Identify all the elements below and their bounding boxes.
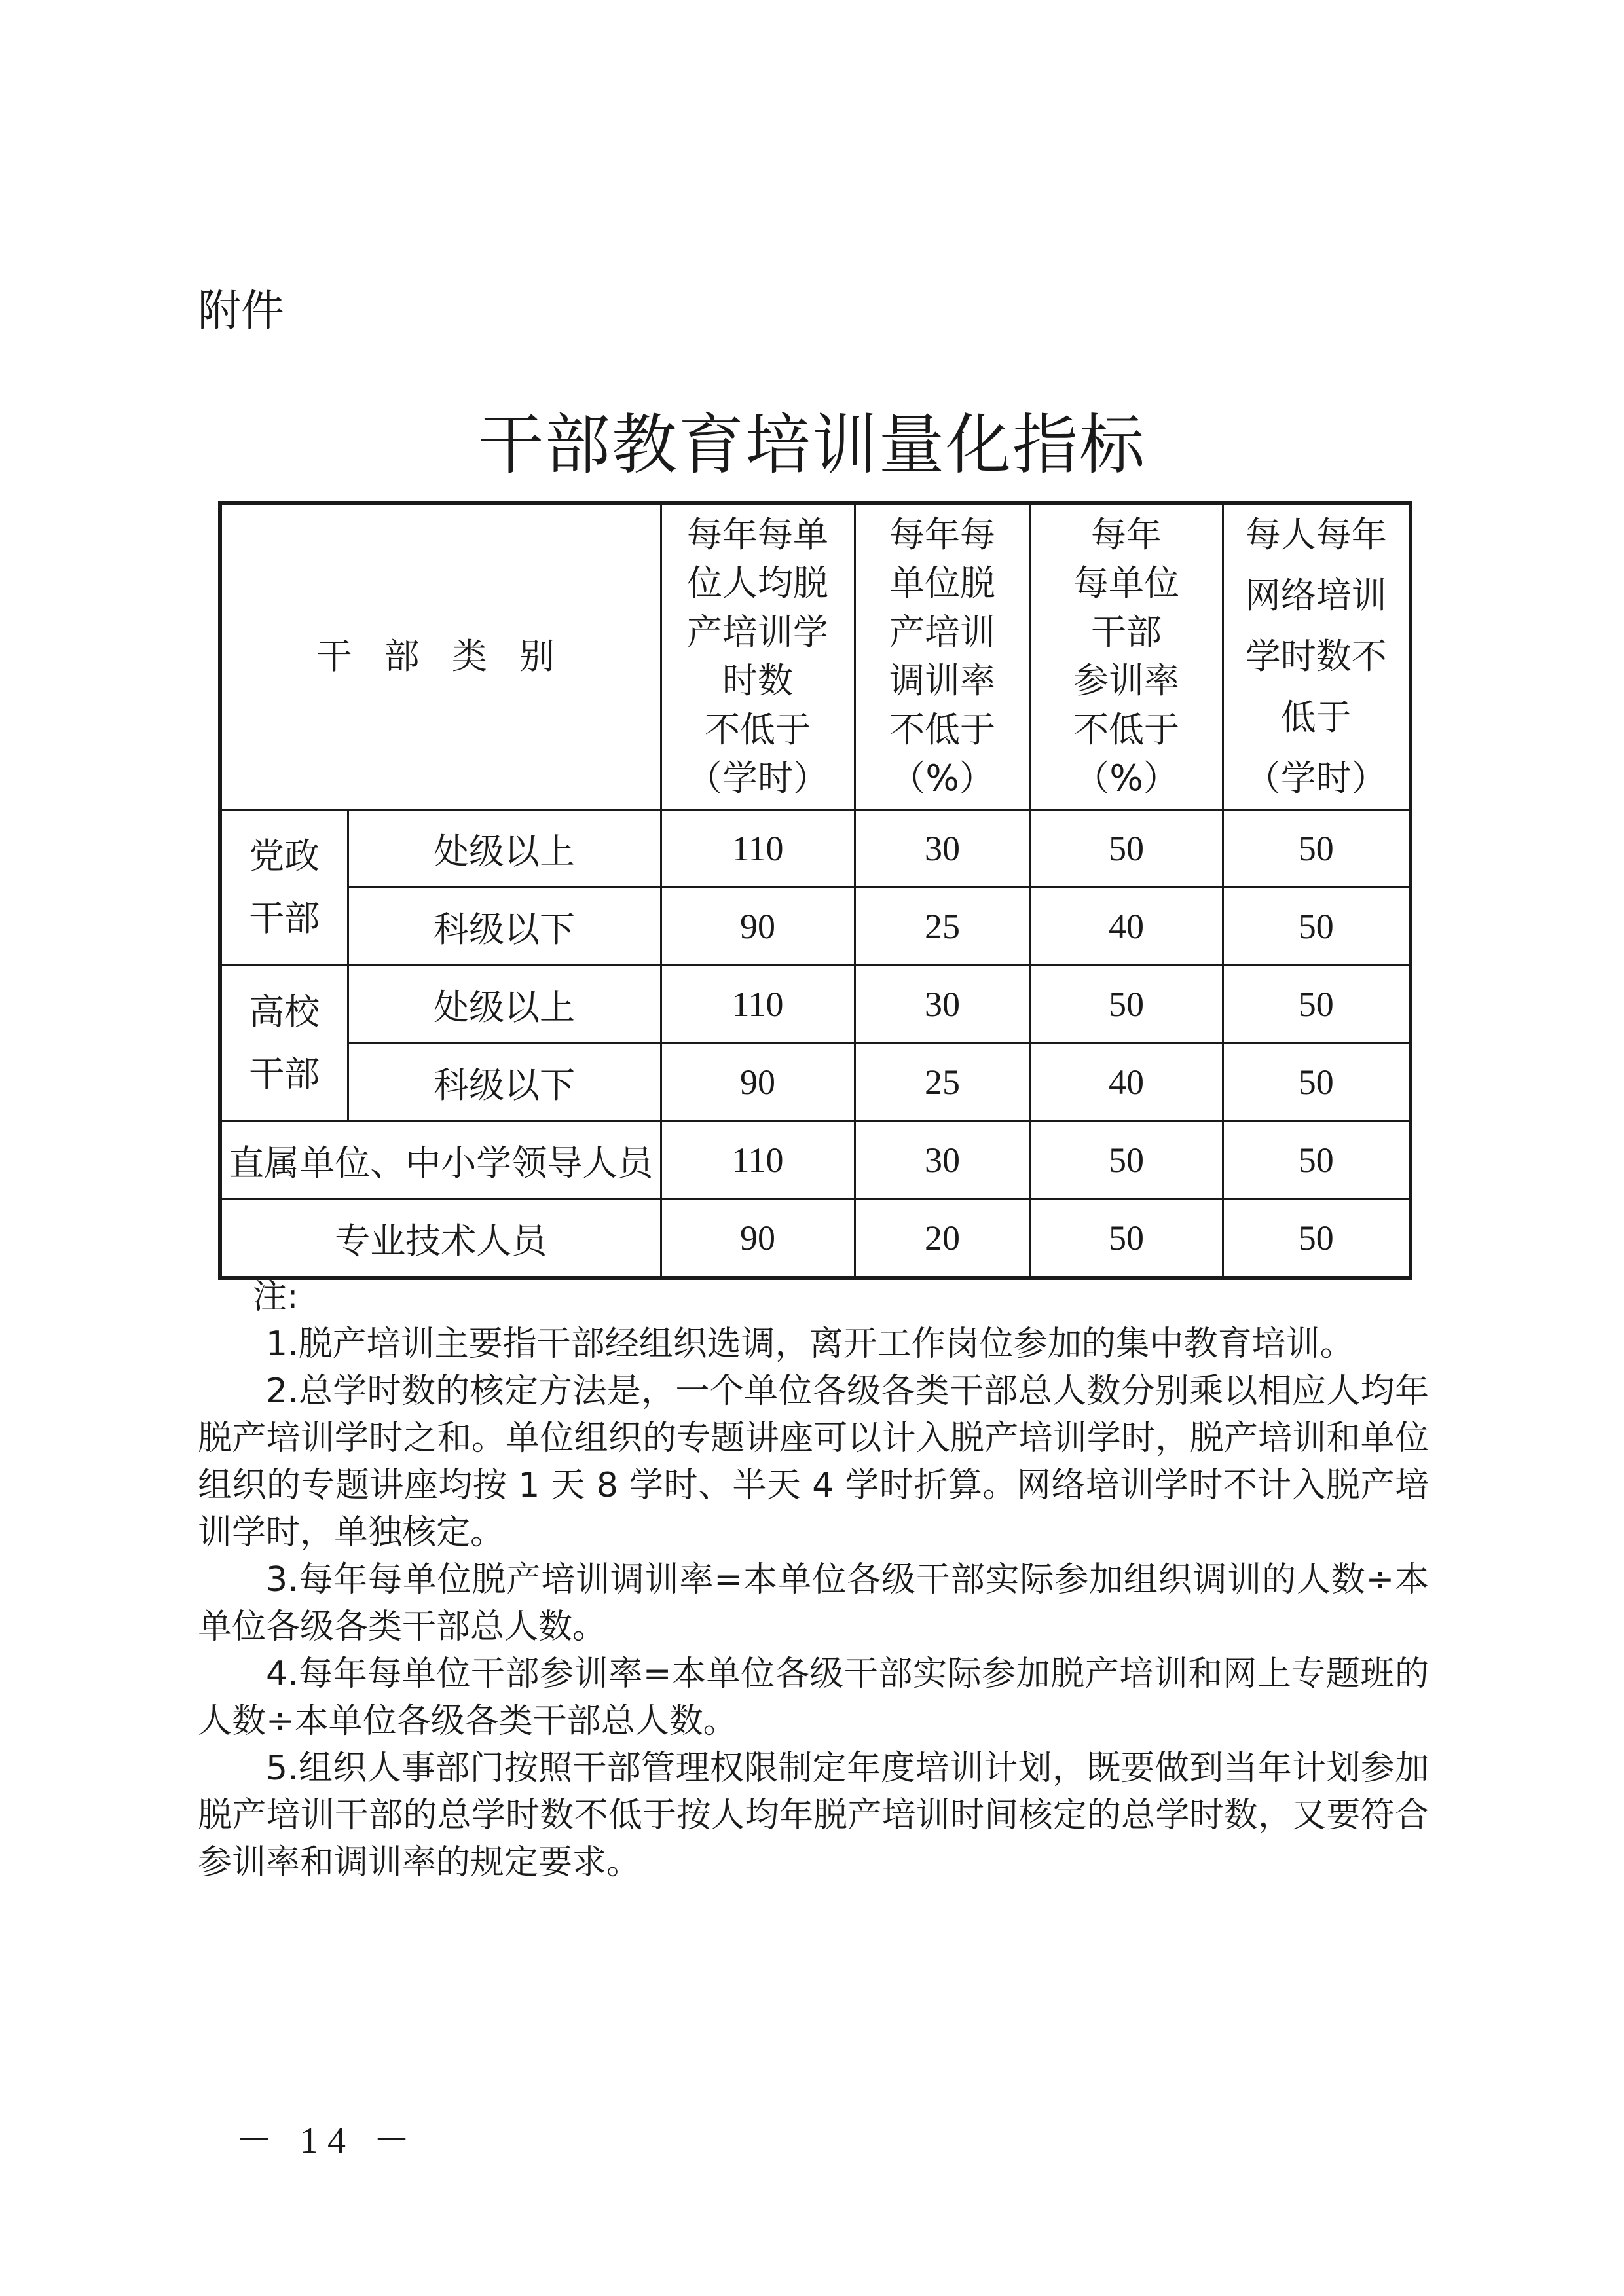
note-item: 1.脱产培训主要指干部经组织选调，离开工作岗位参加的集中教育培训。 (266, 1324, 1354, 1364)
notes-label: 注: (253, 1277, 299, 1317)
note-item: 3.每年每单位脱产培训调训率=本单位各级干部实际参加组织调训的人数÷本单位各级各类干部总人数。 (198, 1560, 1429, 1647)
note-item: 5.组织人事部门按照干部管理权限制定年度培训计划，既要做到当年计划参加脱产培训干部的总学时数不低于按人均年脱产培训时间核定的总学时数，又要符合参训率和调训率的规定要求。 (198, 1749, 1429, 1882)
cell-value: 110 (661, 966, 855, 1044)
cell-value: 50 (1030, 810, 1223, 888)
note-item: 4.每年每单位干部参训率=本单位各级干部实际参加脱产培训和网上专题班的人数÷本单位各级各类干部总人数。 (198, 1654, 1429, 1741)
table-row (220, 1044, 1411, 1121)
row-label: 专业技术人员 (220, 1199, 661, 1279)
group-label-party: 党政 干部 (220, 810, 348, 966)
cell-value: 50 (1030, 966, 1223, 1044)
cell-value: 40 (1030, 888, 1223, 966)
row-label: 科级以下 (348, 888, 661, 966)
cell-value: 20 (855, 1199, 1030, 1279)
row-label: 处级以上 (348, 810, 661, 888)
cell-value: 25 (855, 1044, 1030, 1121)
header-category: 干 部 类 别 (220, 503, 661, 810)
cell-value: 40 (1030, 1044, 1223, 1121)
notes-section (198, 1273, 1429, 1886)
header-col-2: 每年每 单位脱 产培训 调训率 不低于 （%） (855, 503, 1030, 810)
table-row (220, 888, 1411, 966)
cell-value: 50 (1223, 1121, 1411, 1199)
group-label-university: 高校 干部 (220, 966, 348, 1121)
table-row (220, 1199, 1411, 1279)
attachment-label: 附件 (198, 285, 284, 336)
table-row (220, 1121, 1411, 1199)
cell-value: 110 (661, 810, 855, 888)
header-col-3: 每年 每单位 干部 参训率 不低于 （%） (1030, 503, 1223, 810)
document-title: 干部教育培训量化指标 (478, 407, 1146, 483)
cell-value: 110 (661, 1121, 855, 1199)
cell-value: 90 (661, 1199, 855, 1279)
cell-value: 50 (1223, 888, 1411, 966)
cell-value: 50 (1223, 1199, 1411, 1279)
cell-value: 50 (1223, 966, 1411, 1044)
cell-value: 30 (855, 966, 1030, 1044)
page-number: － 14 － (236, 2121, 419, 2161)
cell-value: 50 (1223, 1044, 1411, 1121)
cell-value: 50 (1030, 1121, 1223, 1199)
cell-value: 90 (661, 1044, 855, 1121)
note-item: 2.总学时数的核定方法是，一个单位各级各类干部总人数分别乘以相应人均年脱产培训学时之和。单位组织的专题讲座可以计入脱产培训学时，脱产培训和单位组织的专题讲座均按 1 天 8 学时、半天 4 学时折算。网络培训学时不计入脱产培训学时，单独核定。 (198, 1372, 1429, 1552)
header-col-1: 每年每单 位人均脱 产培训学 时数 不低于 （学时） (661, 503, 855, 810)
cell-value: 30 (855, 810, 1030, 888)
cell-value: 50 (1030, 1199, 1223, 1279)
cell-value: 30 (855, 1121, 1030, 1199)
cell-value: 90 (661, 888, 855, 966)
cell-value: 50 (1223, 810, 1411, 888)
indicator-table (218, 501, 1412, 1280)
table-row (220, 966, 1411, 1044)
table-row (220, 810, 1411, 888)
row-label: 处级以上 (348, 966, 661, 1044)
table-header-row (220, 503, 1411, 810)
row-label: 直属单位、中小学领导人员 (220, 1121, 661, 1199)
header-col-4: 每人每年 网络培训 学时数不 低于 （学时） (1223, 503, 1411, 810)
row-label: 科级以下 (348, 1044, 661, 1121)
cell-value: 25 (855, 888, 1030, 966)
